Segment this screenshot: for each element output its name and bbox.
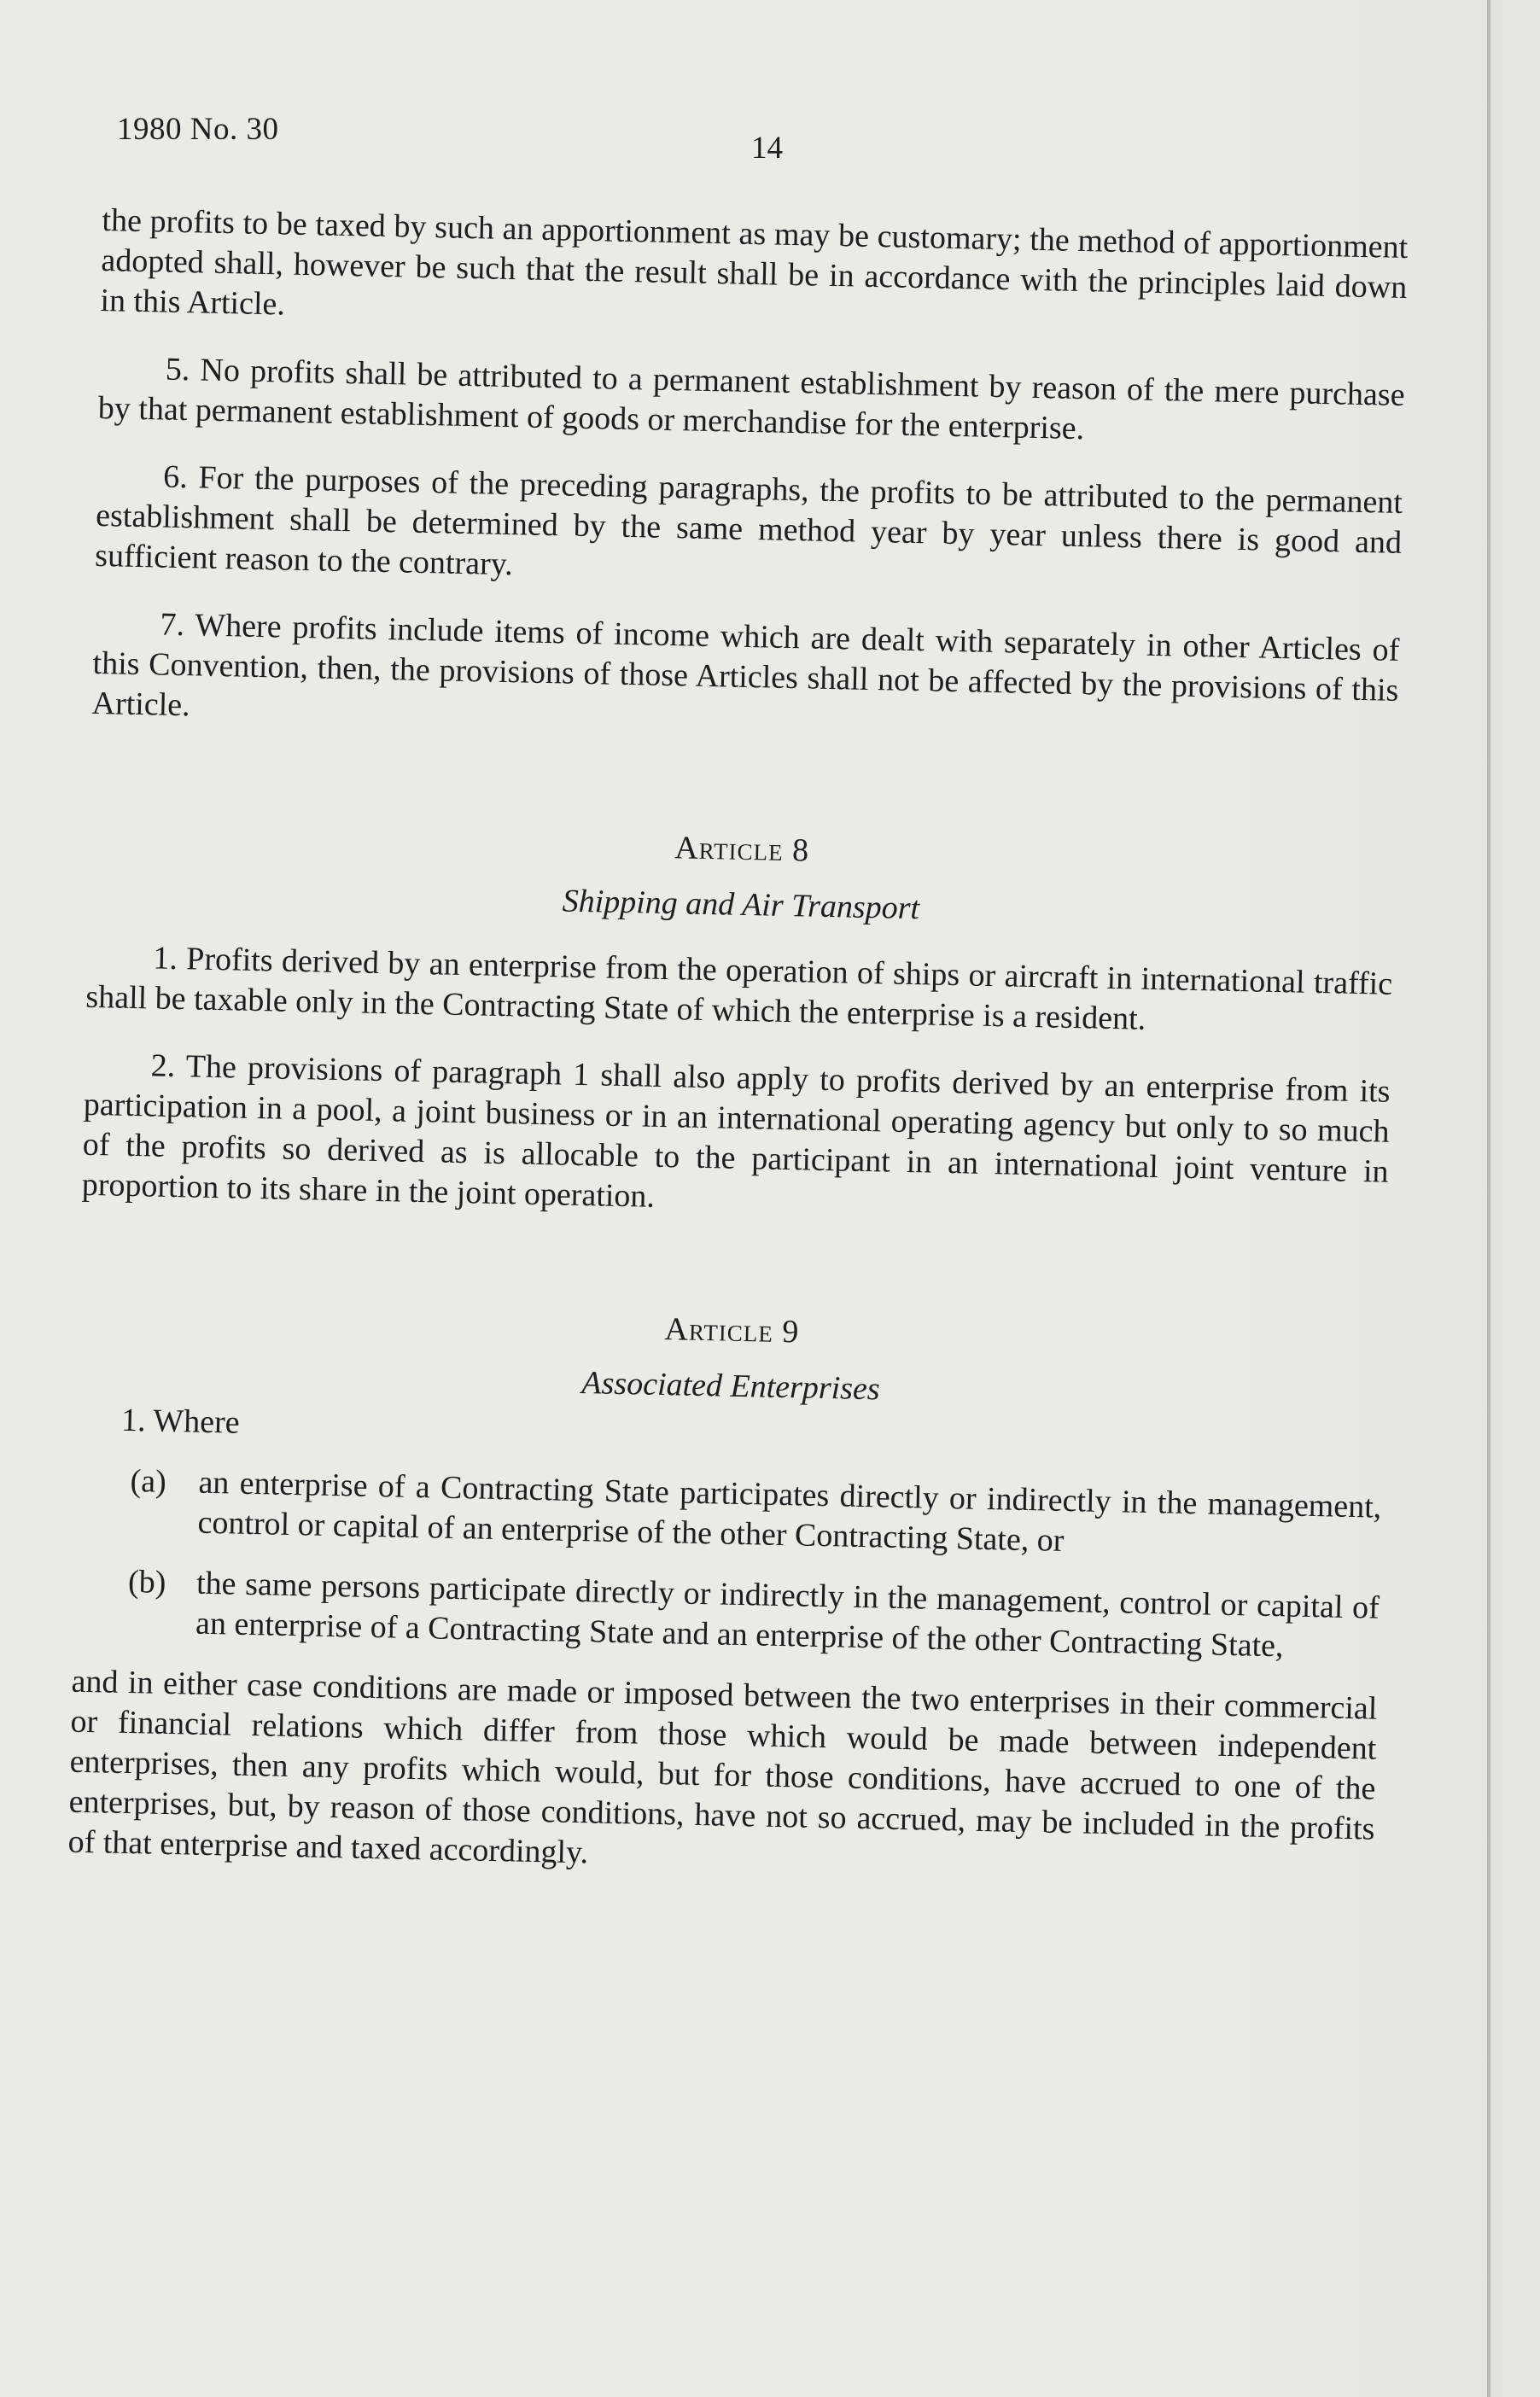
article-9-heading: Article 9 [664, 1311, 800, 1350]
paragraph-7: 7. Where profits include items of income which are dealt with separately in other Articles of this Convention, then, the provisions of those Articles shall not be affected by the provisions of this Article. [91, 606, 1400, 724]
article-9-where: 1. Where [120, 1402, 241, 1441]
article-9-item-b [73, 1561, 1380, 1669]
document-body [67, 201, 1408, 1890]
page-edge-line [1487, 0, 1490, 2397]
item-label: (b) [127, 1563, 166, 1601]
article-8-paragraph-1: 1. Profits derived by an enterprise from the operation of ships or aircraft in international traffic shall be taxable only in the Contracting State of which the enterprise is a resident. [85, 940, 1393, 1037]
article-8-heading: Article 8 [674, 830, 810, 869]
document-reference: 1980 No. 30 [117, 112, 279, 147]
article-9-closing-paragraph: and in either case conditions are made or imposed between the two enterprises in their commercial or financial relations which differ from those which would be made between independent enterprises, then any profits which would, but for those conditions, have accrued to one of the enterprises, but, by reason of those conditions, have not so accrued, may be included in the profits of that enterprise and taxed accordingly. [67, 1663, 1378, 1871]
article-8-title: Shipping and Air Transport [562, 883, 920, 927]
item-label: (a) [130, 1463, 167, 1500]
item-text: the same persons participate directly or indirectly in the management, control or capital of an enterprise of a Contracting State and an enterprise of the other Contracting State, [195, 1565, 1380, 1665]
continued-paragraph: the profits to be taxed by such an apportionment as may be customary; the method of apportionment adopted shall, however be such that the result shall be in accordance with the principles laid down in this Article. [100, 201, 1409, 323]
article-9-title: Associated Enterprises [580, 1365, 881, 1408]
item-text: an enterprise of a Contracting State participates directly or indirectly in the management, control or capital of an enterprise of the other Contracting State, or [197, 1464, 1382, 1559]
paragraph-5: 5. No profits shall be attributed to a permanent establishment by reason of the mere purchase by that permanent establishment of goods or merchandise for the enterprise. [97, 351, 1405, 447]
article-9-item-a [74, 1461, 1382, 1568]
article-8-paragraph-2: 2. The provisions of paragraph 1 shall also apply to profits derived by an enterprise from its participation in a pool, a joint business or in an international operating agency but only to so much of the profits so derived as is allocable to the participant in an international joint venture in proportion to its share in the joint operation. [81, 1047, 1391, 1215]
paragraph-6: 6. For the purposes of the preceding paragraphs, the profits to be attributed to the permanent establishment shall be determined by the same method year by year unless there is good and sufficient reason to the contrary. [94, 458, 1403, 583]
page-number: 14 [751, 131, 783, 166]
page-margin-strip [1502, 0, 1540, 2397]
